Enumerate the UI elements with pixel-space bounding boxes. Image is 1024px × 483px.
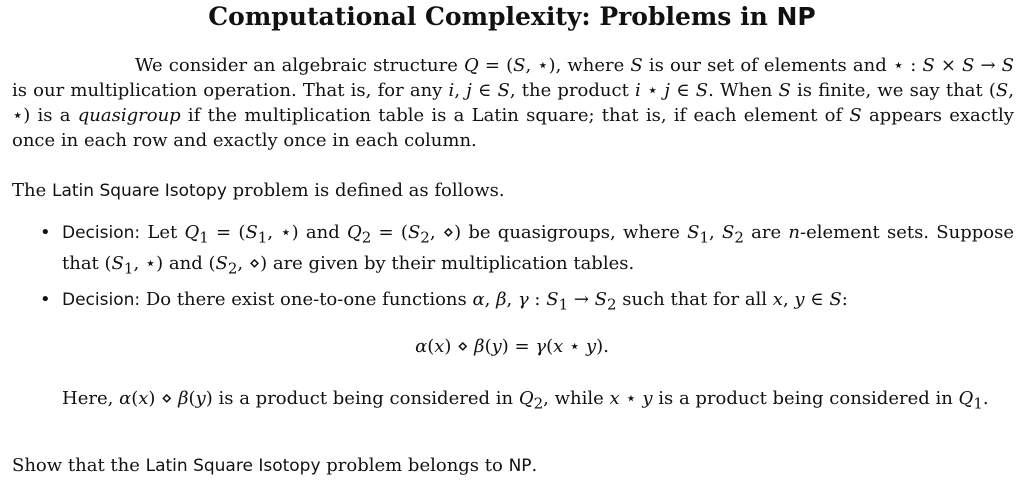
definition-paragraph: The Latin Square Isotopy problem is defined as follows. [12, 180, 505, 201]
bullet-label: Decision: [62, 223, 141, 243]
intro-paragraph: We consider an algebraic structure Q = (S, ⋆), where S is our set of elements and ⋆ : S × S → S is our multiplication operation. That is, for any i, j ∈ S, the product i ⋆ j ∈ S. When S is finite, we say that (S, ⋆) is a quasigroup if the multiplication table is a Latin square; that is, if each element of S appears exactly once in each row and exactly once in each column. [12, 55, 1015, 151]
quasigroup-term: quasigroup [77, 105, 181, 126]
problem-name: Latin Square Isotopy [51, 181, 227, 201]
closing-paragraph: Show that the Latin Square Isotopy problem belongs to NP. [12, 455, 538, 476]
bullet-label: Decision: [62, 290, 141, 310]
isotopy-equation: α(x) ⋄ β(y) = γ(x ⋆ y). [415, 336, 609, 357]
np-class-label: NP [776, 2, 816, 31]
problem-name: Latin Square Isotopy [145, 456, 321, 476]
np-class-label: NP [508, 456, 532, 476]
bullet-decision-1: • Decision: Let $Q_1 = (S_1$, ⋆) and $Q_2 = (S_2$, ⋄) be quasigroups, where $S_1$, $S_2$ are n-element sets. Suppose that ($S_1$, ⋆) and ($S_2$, ⋄) are given by their multiplication tables. [62, 220, 1014, 281]
page-title: Computational Complexity: Problems in NP [208, 2, 816, 31]
explanation-paragraph: Here, α(x) ⋄ β(y) is a product being considered in $Q_2$, while x ⋆ y is a product being considered in $Q_1$. [62, 388, 989, 413]
bullet-decision-2: • Decision: Do there exist one-to-one functions α, β, γ : $S_1 \to S_2$ such that for all x, y ∈ S: [62, 287, 1014, 318]
